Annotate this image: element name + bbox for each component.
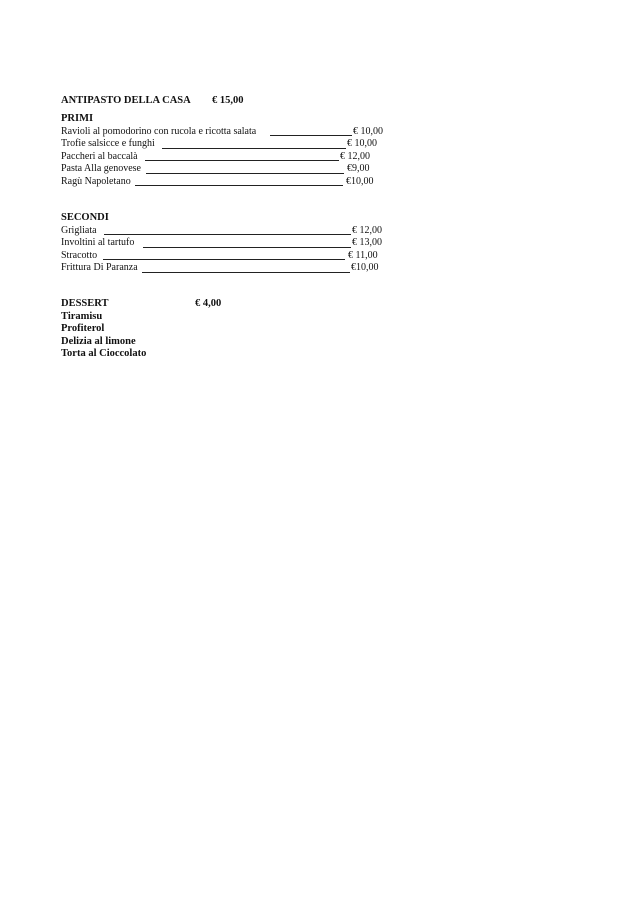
leader-line [103,259,345,260]
leader-line [135,185,343,186]
primi-heading: PRIMI [61,113,94,124]
menu-item-paccheri [61,150,370,164]
secondi-section [61,212,382,275]
menu-item-frittura [61,262,379,275]
leader-line [143,247,351,248]
antipasto-section [61,95,244,108]
antipasto-row [61,95,244,108]
menu-item-grigliata [61,224,382,238]
item-name: Stracotto [61,249,98,261]
antipasto-label: ANTIPASTO DELLA CASA [61,95,191,106]
item-price: € 10,00 [347,138,377,149]
leader-line [162,148,346,149]
item-name: Ragù Napoletano [61,175,131,187]
leader-line [104,234,351,235]
menu-item-ravioli [61,125,383,139]
dessert-price: € 4,00 [195,298,222,309]
secondi-heading: SECONDI [61,212,109,223]
item-price: € 12,00 [340,150,370,162]
item-price: € 12,00 [352,224,382,236]
dessert-item: Tiramisu [61,310,103,322]
dessert-heading: DESSERT [61,298,109,309]
menu-item-involtini [61,237,382,250]
dessert-item: Delizia al limone [61,335,136,347]
primi-section [61,113,383,188]
antipasto-price: € 15,00 [212,95,244,106]
item-name: Grigliata [61,224,97,236]
menu-item-genovese [61,163,370,176]
item-price: €10,00 [351,262,379,273]
dessert-item: Profiterol [61,323,105,334]
leader-line [142,272,350,273]
item-name: Involtini al tartufo [61,237,135,248]
item-price: € 13,00 [352,237,382,248]
menu-item-ragu [61,175,374,189]
leader-line [146,173,344,174]
item-name: Paccheri al baccalà [61,150,138,162]
item-name: Frittura Di Paranza [61,262,138,273]
item-price: €10,00 [346,175,374,187]
item-name: Trofie salsicce e funghi [61,138,155,149]
item-name: Ravioli al pomodorino con rucola e ricotta salata [61,125,257,137]
item-name: Pasta Alla genovese [61,163,141,174]
menu-item-trofie [61,138,377,151]
menu-item-stracotto [61,249,378,263]
dessert-section [61,298,222,361]
dessert-item: Torta al Cioccolato [61,348,147,359]
leader-line [270,135,352,136]
item-price: € 11,00 [348,249,378,261]
item-price: € 10,00 [353,125,383,137]
item-price: €9,00 [347,163,370,174]
leader-line [145,160,339,161]
dessert-heading-row [61,298,222,311]
